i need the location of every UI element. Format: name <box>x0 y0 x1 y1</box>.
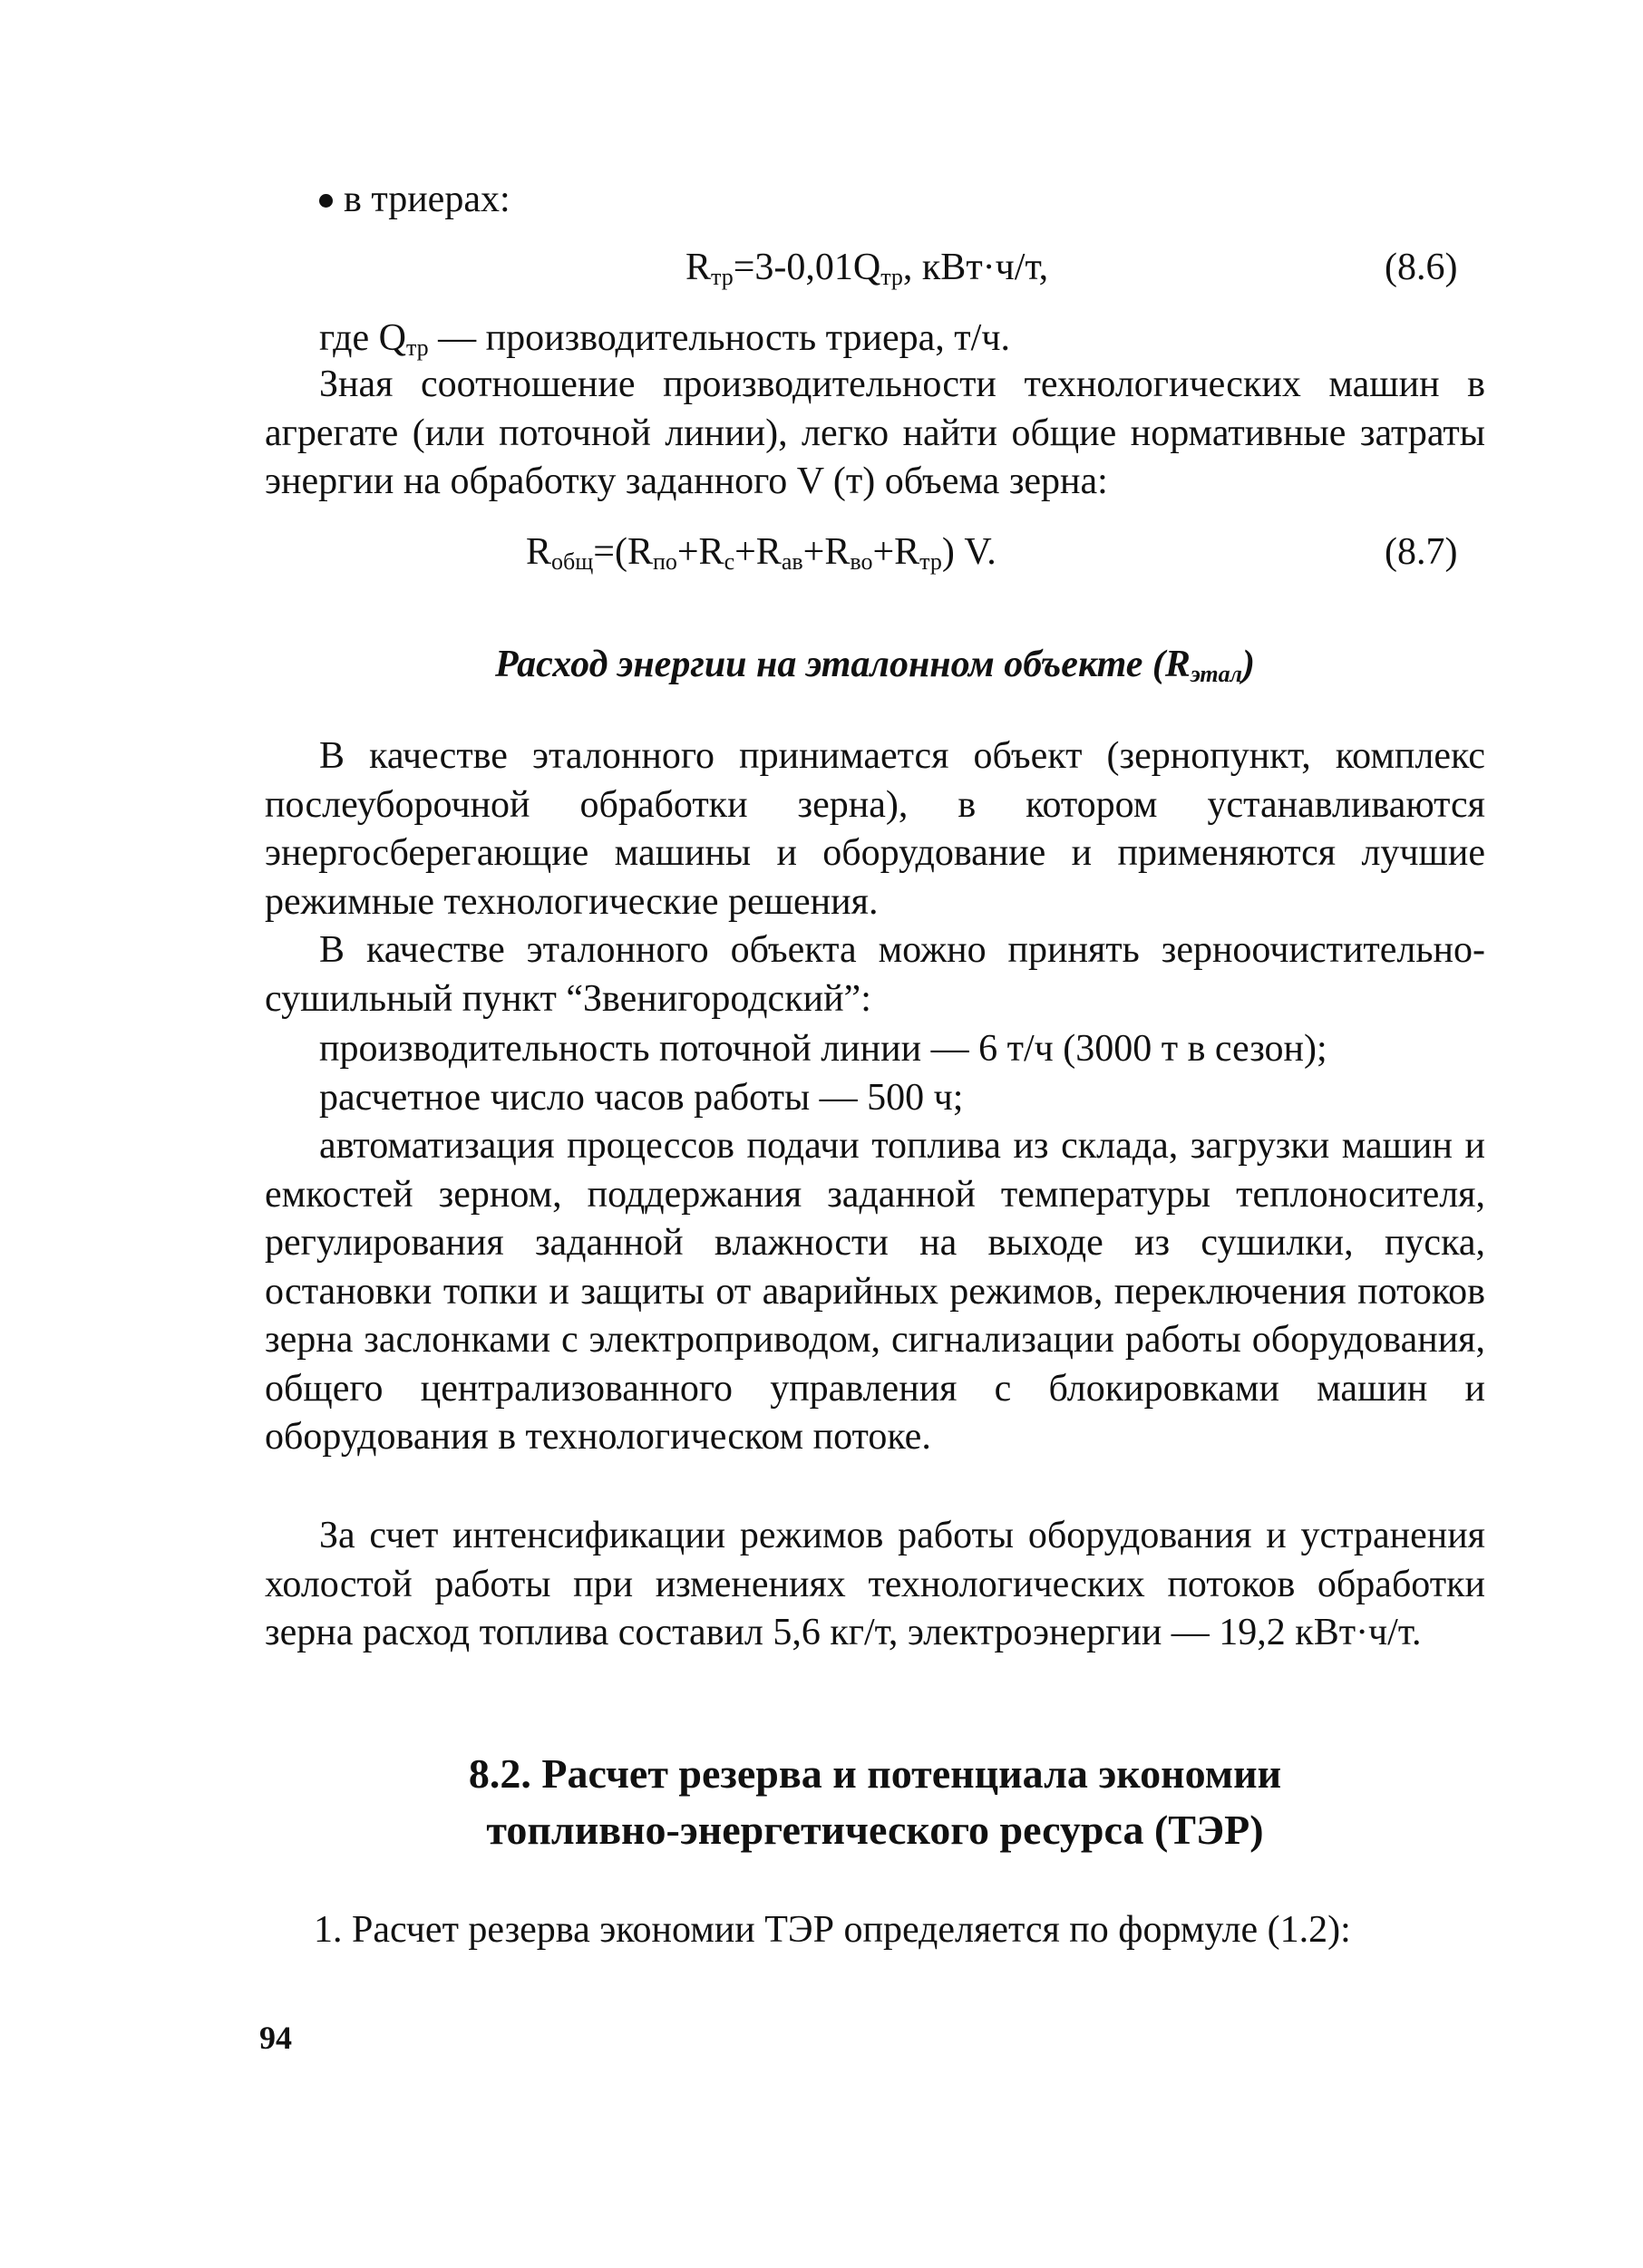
section-title-line-2: топливно-энергетического ресурса (ТЭР) <box>486 1807 1264 1853</box>
where-definition: где $Q_{тр}$ — производительность триера, т/ч. <box>319 317 1010 361</box>
equation-number-8-7: (8.7) <box>1385 531 1458 573</box>
paragraph-energy-costs: Зная соотношение производительности технологических машин в агрегате (или поточной линии), легко найти общие нормативные затраты энергии на обработку заданного V (т) объема зерна: <box>265 363 1485 502</box>
numbered-item-1: 1. Расчет резерва экономии ТЭР определяется по формуле (1.2): <box>314 1909 1351 1951</box>
list-item-hours: расчетное число часов работы — 500 ч; <box>319 1077 964 1119</box>
formula-8-6: $R_{тр}=3-0,01Q_{тр}$, кВт·ч/т, <box>685 247 1049 290</box>
paragraph-automation: автоматизация процессов подачи топлива из склада, загрузки машин и емкостей зерном, поддержания заданной температуры теплоносителя, регулирования заданной влажности на выходе из сушилки, пуска, остановки топки и защиты от аварийных режимов, переключения потоков зерна заслонками с электроприводом, сигнализации работы оборудования, общего централизованного управления с блокировками машин и оборудования в технологическом потоке. <box>265 1125 1485 1458</box>
bullet-icon <box>319 194 333 208</box>
list-item-capacity: производительность поточной линии — 6 т/ч (3000 т в сезон); <box>319 1028 1327 1070</box>
section-title-line-1: 8.2. Расчет резерва и потенциала экономии <box>468 1750 1282 1797</box>
paragraph-savings: За счет интенсификации режимов работы оборудования и устранения холостой работы при изменениях технологических потоков обработки зерна расход топлива составил 5,6 кг/т, электроэнергии — 19,2 кВт·ч/т. <box>265 1515 1485 1653</box>
subheading-reference-object: Расход энергии на эталонном объекте $(R_{этал})$ <box>495 644 1255 687</box>
paragraph-example-object: В качестве эталонного объекта можно принять зерноочистительно-сушильный пункт “Звенигородский”: <box>265 929 1485 1020</box>
bullet-item: в триерах: <box>319 175 510 224</box>
paragraph-reference-object: В качестве эталонного принимается объект (зернопункт, комплекс послеуборочной обработки зерна), в котором устанавливаются энергосберегающие машины и оборудование и применяются лучшие режимные технологические решения. <box>265 735 1485 923</box>
formula-8-7: $R_{общ}=(R_{по}+R_с+R_{ав}+R_{во}+R_{тр})$ V. <box>526 531 996 575</box>
equation-number-8-6: (8.6) <box>1385 247 1458 288</box>
page-number: 94 <box>259 2020 292 2056</box>
